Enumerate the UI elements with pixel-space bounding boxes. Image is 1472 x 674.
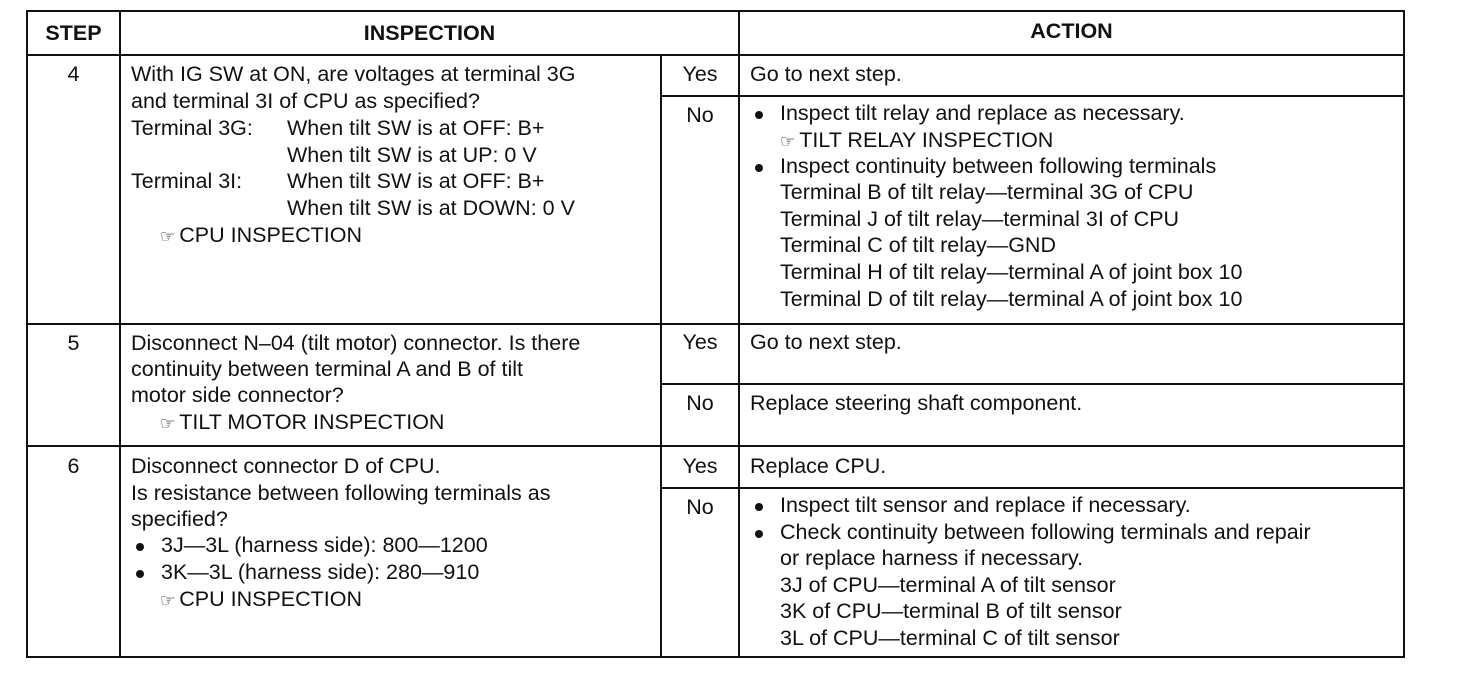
no-label: No [686, 103, 714, 127]
spec-item: 3J—3L (harness side): 800—1200 [161, 533, 488, 557]
header-action: ACTION [1030, 19, 1113, 43]
terminal-label: Terminal 3G: [131, 116, 253, 140]
inspection-text: motor side connector? [131, 383, 344, 407]
action-detail: 3L of CPU—terminal C of tilt sensor [780, 626, 1120, 650]
header-divider [26, 54, 1405, 56]
action-item: Inspect tilt sensor and replace if necessary. [780, 493, 1191, 517]
condition-text: When tilt SW is at DOWN: 0 V [287, 196, 575, 220]
row-5-yes-no-divider [660, 383, 1405, 385]
column-divider-inspection [660, 54, 662, 658]
inspection-text: With IG SW at ON, are voltages at terminal 3G [131, 62, 576, 86]
no-label: No [686, 391, 714, 415]
action-detail: Terminal H of tilt relay—terminal A of joint box 10 [780, 260, 1243, 284]
bullet-icon [755, 164, 763, 172]
pointing-hand-icon: ☞ [780, 132, 796, 152]
action-item-continued: or replace harness if necessary. [780, 546, 1084, 570]
condition-text: When tilt SW is at OFF: B+ [287, 169, 545, 193]
no-label: No [686, 495, 714, 519]
row-4-yes-no-divider [660, 95, 1405, 97]
action-detail: Terminal D of tilt relay—terminal A of joint box 10 [780, 287, 1243, 311]
inspection-text: continuity between terminal A and B of tilt [131, 357, 524, 381]
yes-label: Yes [682, 330, 718, 354]
pointing-hand-icon: ☞ [160, 414, 176, 434]
action-item: Inspect continuity between following terminals [780, 154, 1217, 178]
yes-action: Go to next step. [750, 62, 902, 86]
bullet-icon [755, 111, 763, 119]
inspection-text: Is resistance between following terminals as [131, 481, 551, 505]
tilt-motor-inspection-ref[interactable]: ☞ TILT MOTOR INSPECTION [160, 410, 445, 434]
header-inspection: INSPECTION [363, 21, 496, 45]
inspection-text: Disconnect N–04 (tilt motor) connector. Is there [131, 331, 581, 355]
pointing-hand-icon: ☞ [160, 591, 176, 611]
inspection-text: and terminal 3I of CPU as specified? [131, 89, 480, 113]
yes-label: Yes [682, 454, 718, 478]
spec-item: 3K—3L (harness side): 280—910 [161, 560, 480, 584]
column-divider-action [738, 10, 740, 658]
cpu-inspection-ref[interactable]: ☞ CPU INSPECTION [160, 587, 363, 611]
bullet-icon [755, 503, 763, 511]
row-divider-5-6 [26, 445, 1405, 447]
bullet-icon [755, 530, 763, 538]
bullet-icon [136, 570, 144, 578]
no-action: Replace steering shaft component. [750, 391, 1083, 415]
step-number: 6 [67, 454, 80, 478]
action-detail: Terminal J of tilt relay—terminal 3I of CPU [780, 207, 1180, 231]
row-6-yes-no-divider [660, 487, 1405, 489]
yes-action: Go to next step. [750, 330, 902, 354]
table-border-top [26, 10, 1405, 12]
action-item: Inspect tilt relay and replace as necessary. [780, 101, 1185, 125]
cpu-inspection-ref[interactable]: ☞ CPU INSPECTION [160, 223, 363, 247]
action-detail: Terminal C of tilt relay—GND [780, 233, 1056, 257]
terminal-label: Terminal 3I: [131, 169, 243, 193]
inspection-text: specified? [131, 507, 228, 531]
yes-action: Replace CPU. [750, 454, 887, 478]
row-divider-4-5 [26, 323, 1405, 325]
bullet-icon [136, 543, 144, 551]
action-detail: Terminal B of tilt relay—terminal 3G of CPU [780, 180, 1194, 204]
condition-text: When tilt SW is at OFF: B+ [287, 116, 545, 140]
action-detail: 3J of CPU—terminal A of tilt sensor [780, 573, 1116, 597]
tilt-relay-inspection-ref[interactable]: ☞ TILT RELAY INSPECTION [780, 128, 1054, 152]
header-step: STEP [45, 21, 102, 45]
step-number: 5 [67, 331, 80, 355]
inspection-text: Disconnect connector D of CPU. [131, 454, 441, 478]
step-number: 4 [67, 62, 80, 86]
action-item: Check continuity between following terminals and repair [780, 520, 1311, 544]
table-border-bottom [26, 656, 1405, 658]
action-detail: 3K of CPU—terminal B of tilt sensor [780, 599, 1122, 623]
yes-label: Yes [682, 62, 718, 86]
pointing-hand-icon: ☞ [160, 227, 176, 247]
condition-text: When tilt SW is at UP: 0 V [287, 143, 537, 167]
column-divider-step [119, 10, 121, 658]
table-border-right [1403, 10, 1405, 658]
